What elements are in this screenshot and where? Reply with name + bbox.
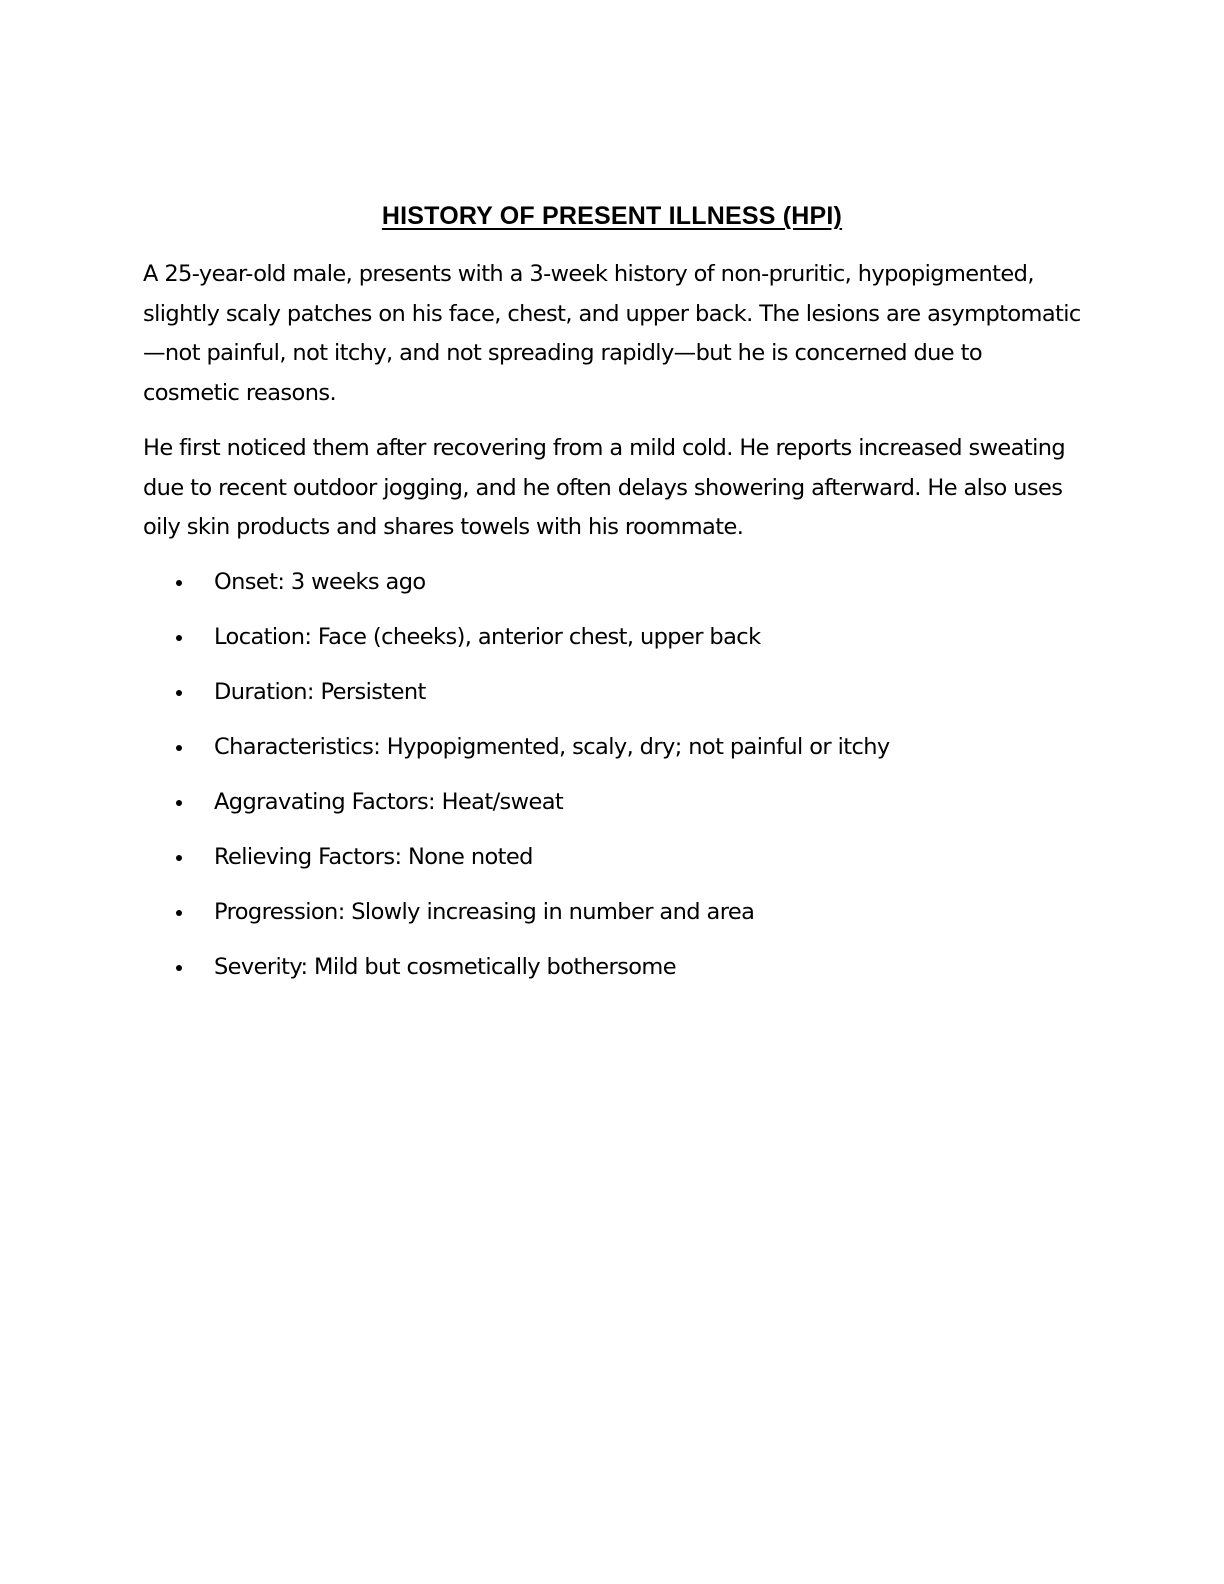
list-item-onset — [143, 563, 1083, 618]
list-item-aggravating-factors — [143, 783, 1083, 838]
page-title: HISTORY OF PRESENT ILLNESS (HPI) — [381, 202, 843, 230]
list-item-duration — [143, 673, 1083, 728]
paragraph-1: A 25-year-old male, presents with a 3-week history of non-pruritic, hypopigmented, slightly scaly patches on his face, chest, and upper back. The lesions are asymptomatic—not painful, not itchy, and not spreading rapidly—but he is concerned due to cosmetic reasons. — [143, 261, 1081, 406]
list-item-text: Characteristics: Hypopigmented, scaly, dry; not painful or itchy — [214, 734, 890, 760]
list-item-text: Severity: Mild but cosmetically bothersome — [214, 954, 676, 980]
bullet-dot-icon — [176, 800, 182, 806]
bullet-dot-icon — [176, 910, 182, 916]
bullet-dot-icon — [176, 580, 182, 586]
list-item-relieving-factors — [143, 838, 1083, 893]
bullet-dot-icon — [176, 965, 182, 971]
bullet-dot-icon — [176, 690, 182, 696]
list-item-text: Onset: 3 weeks ago — [214, 569, 426, 595]
list-item-progression — [143, 893, 1083, 948]
list-item-text: Relieving Factors: None noted — [214, 844, 533, 870]
bullet-dot-icon — [176, 635, 182, 641]
hpi-bullet-list — [143, 563, 1083, 1003]
list-item-text: Progression: Slowly increasing in number and area — [214, 899, 755, 925]
list-item-characteristics — [143, 728, 1083, 783]
list-item-text: Duration: Persistent — [214, 679, 426, 705]
bullet-dot-icon — [176, 745, 182, 751]
list-item-text: Aggravating Factors: Heat/sweat — [214, 789, 564, 815]
bullet-dot-icon — [176, 855, 182, 861]
list-item-severity — [143, 948, 1083, 1003]
list-item-location — [143, 618, 1083, 673]
list-item-text: Location: Face (cheeks), anterior chest, upper back — [214, 624, 761, 650]
paragraph-2: He first noticed them after recovering from a mild cold. He reports increased sweating due to recent outdoor jogging, and he often delays showering afterward. He also uses oily skin products and shares towels with his roommate. — [143, 435, 1066, 540]
